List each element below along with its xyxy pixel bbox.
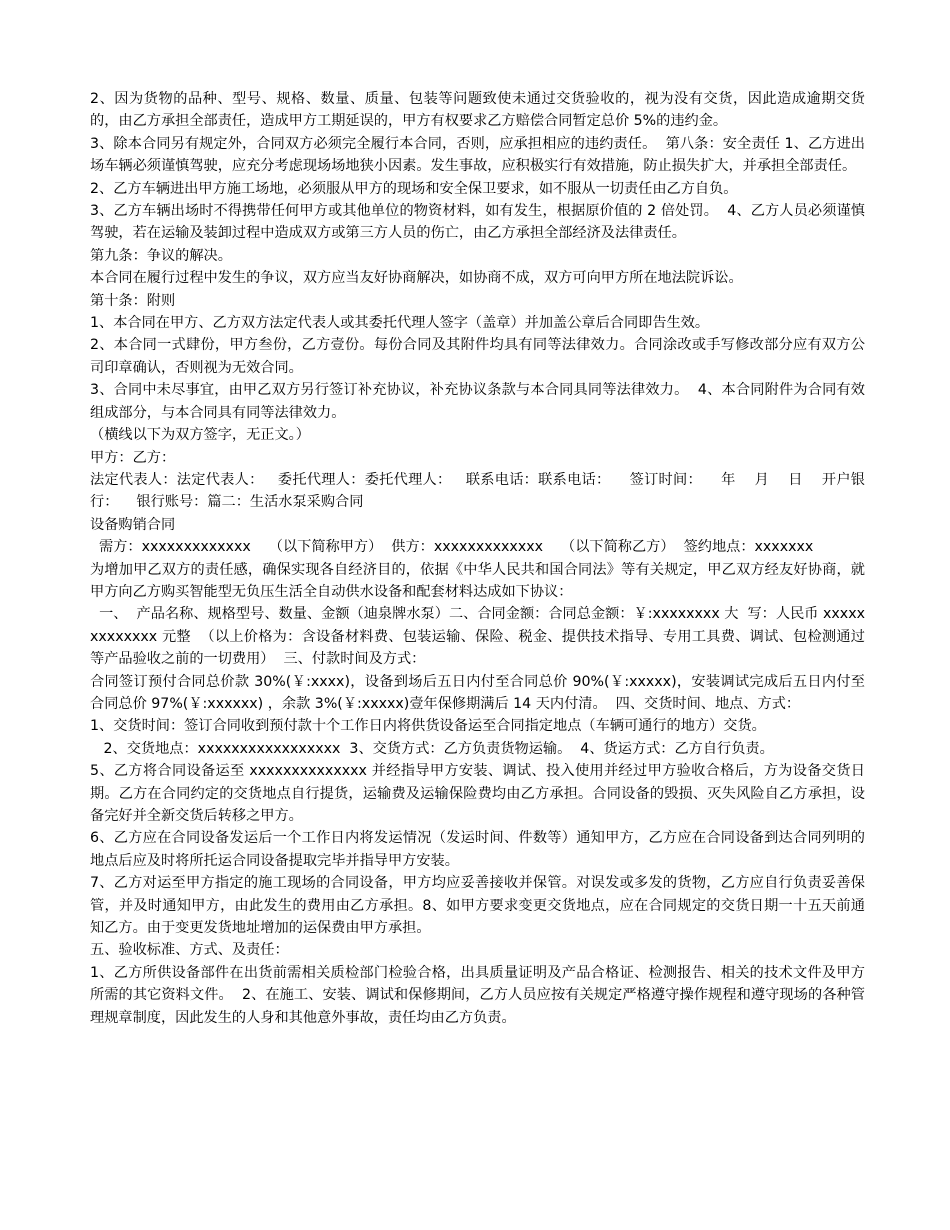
parties-info: 需方：xxxxxxxxxxxxx （以下简称甲方） 供方：xxxxxxxxxxxxx （以下简称乙方） 签约地点：xxxxxxx [90,539,814,556]
signature-note: （横线以下为双方签字，无正文。） [90,427,310,444]
delivery-time: 1、交货时间：签订合同收到预付款十个工作日内将供货设备运至合同指定地点（车辆可通行的地方）交货。 [90,718,766,735]
clause-para-3-safety: 3、除本合同另有规定外，合同双方必须完全履行本合同，否则，应承担相应的违约责任。 第八条：安全责任 1、乙方进出场车辆必须谨慎驾驶，应充分考虑现场场地狭小因素。发生事故，应积极实行有效措施，防止损失扩大，并承担全部责任。 [90,135,865,175]
appendix-item-2: 2、本合同一式肆份，甲方叁份，乙方壹份。每份合同及其附件均具有同等法律效力。合同涂改或手写修改部分应有双方公司印章确认，否则视为无效合同。 [90,337,865,376]
product-and-amount: 一、 产品名称、规格型号、数量、金额（迪泉牌水泵）二、合同金额：合同总金额：￥:xxxxxxxx 大 写：人民币 xxxxxxxxxxxxx 元整 （以上价格为：含设备材料费、包装运输、保险、税金、提供技术指导、专用工具费、调试、包检测通过等产品验收之前的一切费用） 三、付款时间及方式： [90,606,865,668]
section-heading-dispute: 第九条：争议的解决。 [90,247,232,264]
safety-item-3: 3、乙方车辆出场时不得携带任何甲方或其他单位的物资材料，如有发生，根据原价值的 2 倍处罚。 4、乙方人员必须谨慎驾驶，若在运输及装卸过程中造成双方或第三方人员的伤亡，由乙方承担全部经济及法律责任。 [90,203,865,242]
dispute-text: 本合同在履行过程中发生的争议，双方应当友好协商解决，如协商不成，双方可向甲方所在地法院诉讼。 [90,270,743,287]
acceptance-items: 1、乙方所供设备部件在出货前需相关质检部门检验合格，出具质量证明及产品合格证、检测报告、相关的技术文件及甲方所需的其它资料文件。 2、在施工、安装、调试和保修期间，乙方人员应按有关规定严格遵守操作规程和遵守现场的各种管理规章制度，因此发生的人身和其他意外事故，责任均由乙方负责。 [90,964,865,1026]
delivery-item-7-8: 7、乙方对运至甲方指定的施工现场的合同设备，甲方均应妥善接收并保管。对误发或多发的货物，乙方应自行负责妥善保管，并及时通知甲方，由此发生的费用由乙方承担。8、如甲方要求变更交货地点，应在合同规定的交货日期一十五天前通知乙方。由于变更发货地址增加的运保费由甲方承担。 [90,875,865,937]
section-heading-acceptance: 五、验收标准、方式、及责任： [90,942,289,959]
appendix-item-3: 3、合同中未尽事宜，由甲乙双方另行签订补充协议，补充协议条款与本合同具同等法律效力。 4、本合同附件为合同有效组成部分，与本合同具有同等法律效力。 [90,382,865,421]
safety-item-2: 2、乙方车辆进出甲方施工场地，必须服从甲方的现场和安全保卫要求，如不服从一切责任由乙方自负。 [90,180,738,197]
signature-fields: 法定代表人：法定代表人： 委托代理人：委托代理人： 联系电话：联系电话： 签订时间： 年 月 日 开户银行： 银行账号：篇二：生活水泵采购合同 [90,471,865,511]
document-body [90,88,865,1029]
delivery-place-method: 2、交货地点：xxxxxxxxxxxxxxxxx 3、交货方式：乙方负责货物运输。 4、货运方式：乙方自行负责。 [90,740,774,757]
clause-para-2-delay: 2、因为货物的品种、型号、规格、数量、质量、包装等问题致使未通过交货验收的，视为没有交货，因此造成逾期交货的，由乙方承担全部责任，造成甲方工期延误的，甲方有权要求乙方赔偿合同暂定总价 5%的违约金。 [90,91,865,130]
contract-title: 设备购销合同 [90,516,176,533]
section-heading-appendix: 第十条：附则 [90,292,176,309]
payment-terms: 合同签订预付合同总价款 30%(￥:xxxx)，设备到场后五日内付至合同总价 90%(￥:xxxxx)，安装调试完成后五日内付至合同总价 97%(￥:xxxxxx) ，余款 3%(￥:xxxxx)壹年保修期满后 14 天内付清。 四、交货时间、地点、方式： [90,673,865,712]
parties-line: 甲方：乙方： [90,449,176,466]
preamble: 为增加甲乙双方的责任感，确保实现各自经济目的，依据《中华人民共和国合同法》等有关规定，甲乙双方经友好协商，就甲方向乙方购买智能型无负压生活全自动供水设备和配套材料达成如下协议： [90,561,865,600]
delivery-item-6: 6、乙方应在合同设备发运后一个工作日内将发运情况（发运时间、件数等）通知甲方，乙方应在合同设备到达合同列明的地点后应及时将所托运合同设备提取完毕并指导甲方安装。 [90,830,865,869]
delivery-item-5: 5、乙方将合同设备运至 xxxxxxxxxxxxxx 并经指导甲方安装、调试、投入使用并经过甲方验收合格后，方为设备交货日期。乙方在合同约定的交货地点自行提货，运输费及运输保险费均由乙方承担。合同设备的毁损、灭失风险自乙方承担，设备完好并全新交货后转移之甲方。 [90,763,865,824]
appendix-item-1: 1、本合同在甲方、乙方双方法定代表人或其委托代理人签字（盖章）并加盖公章后合同即告生效。 [90,315,710,332]
